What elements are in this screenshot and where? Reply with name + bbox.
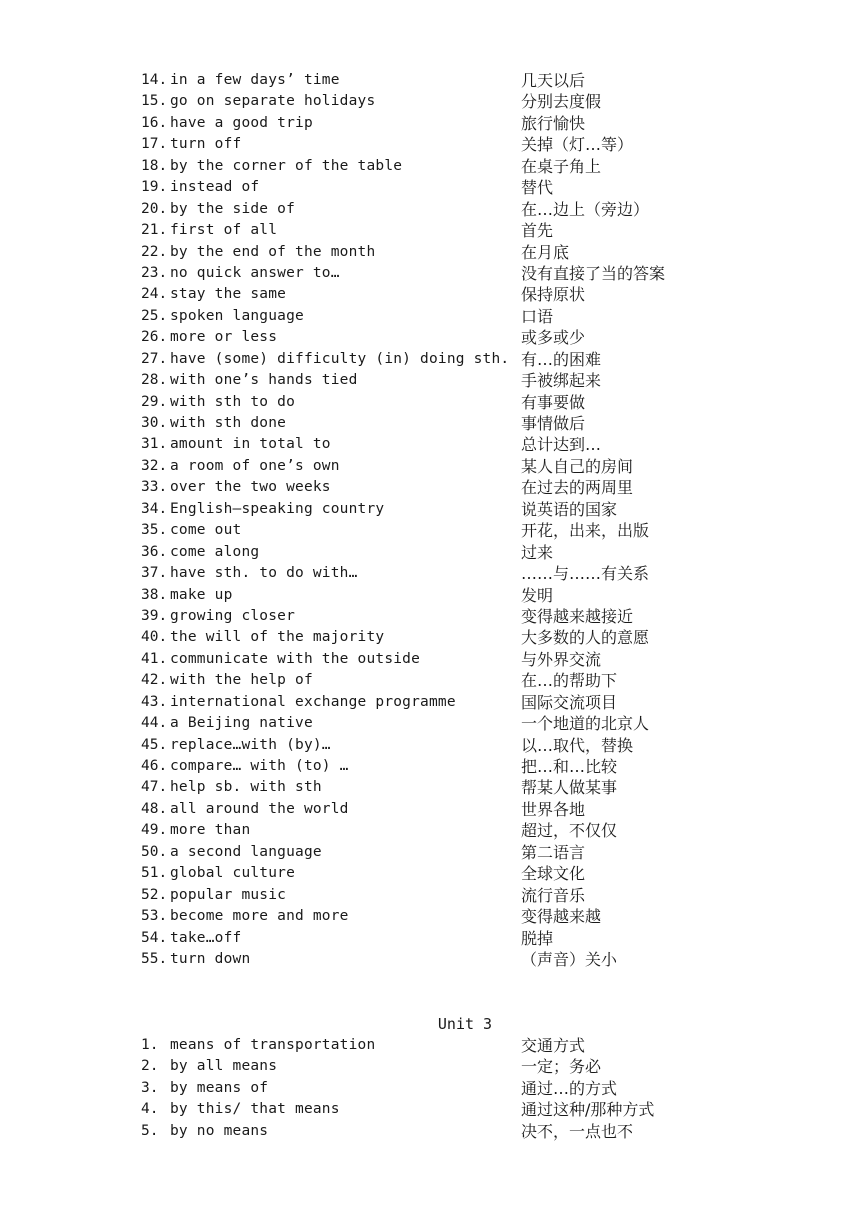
phrase-row: [141, 542, 781, 563]
chinese-meaning: 在桌子角上: [521, 156, 602, 176]
phrase-number: 46.: [141, 758, 168, 774]
english-phrase: turn off: [170, 136, 242, 153]
chinese-meaning: 决不，一点也不: [521, 1121, 634, 1141]
english-phrase: instead of: [170, 179, 260, 196]
phrase-row: [141, 1099, 781, 1120]
phrase-row: [141, 91, 781, 112]
phrase-row: [141, 477, 781, 498]
phrase-row: [141, 456, 781, 477]
phrase-row: [141, 906, 781, 927]
phrase-row: [141, 713, 781, 734]
phrase-list-unit-3: [141, 1035, 781, 1142]
phrase-number: 53.: [141, 908, 168, 925]
phrase-row: [141, 842, 781, 863]
phrase-row: [141, 649, 781, 670]
phrase-number: 5.: [141, 1122, 159, 1139]
chinese-meaning: 发明: [521, 585, 554, 605]
english-phrase: global culture: [170, 865, 296, 882]
chinese-meaning: 有事要做: [521, 392, 586, 412]
english-phrase: have (some) difficulty (in) doing sth.: [170, 350, 510, 367]
phrase-row: [141, 284, 781, 305]
english-phrase: have sth. to do with…: [170, 565, 358, 582]
chinese-meaning: 关掉（灯…等）: [521, 135, 634, 155]
english-phrase: by this/ that means: [170, 1101, 340, 1118]
phrase-number: 3.: [141, 1079, 159, 1096]
chinese-meaning: 事情做后: [521, 414, 586, 433]
phrase-row: [141, 520, 781, 541]
phrase-row: [141, 434, 781, 455]
chinese-meaning: 变得越来越接近: [521, 606, 634, 626]
chinese-meaning: 旅行愉快: [521, 113, 586, 133]
chinese-meaning: 总计达到…: [521, 435, 602, 455]
chinese-meaning: 首先: [521, 221, 554, 241]
english-phrase: by all means: [170, 1058, 278, 1075]
phrase-row: [141, 177, 781, 198]
phrase-row: [141, 735, 781, 756]
phrase-number: 30.: [141, 415, 168, 431]
chinese-meaning: 交通方式: [521, 1036, 586, 1055]
english-phrase: come along: [170, 543, 260, 560]
phrase-number: 32.: [141, 457, 168, 474]
phrase-number: 44.: [141, 715, 168, 732]
phrase-row: [141, 885, 781, 906]
english-phrase: spoken language: [170, 307, 304, 324]
chinese-meaning: 以…取代，替换: [521, 735, 634, 755]
phrase-number: 41.: [141, 650, 168, 667]
chinese-meaning: 通过…的方式: [521, 1078, 618, 1098]
english-phrase: go on separate holidays: [170, 93, 376, 110]
english-phrase: a second language: [170, 843, 322, 860]
chinese-meaning: 第二语言: [521, 842, 586, 862]
english-phrase: more or less: [170, 329, 278, 346]
phrase-row: [141, 777, 781, 798]
english-phrase: over the two weeks: [170, 479, 331, 496]
phrase-number: 38.: [141, 586, 168, 603]
english-phrase: come out: [170, 522, 242, 539]
phrase-row: [141, 692, 781, 713]
phrase-number: 15.: [141, 93, 168, 110]
chinese-meaning: ……与……有关系: [521, 564, 650, 584]
english-phrase: replace…with (by)…: [170, 736, 331, 753]
phrase-number: 35.: [141, 522, 168, 539]
phrase-number: 40.: [141, 629, 168, 646]
english-phrase: means of transportation: [170, 1037, 376, 1053]
phrase-number: 43.: [141, 693, 168, 710]
english-phrase: make up: [170, 586, 233, 603]
phrase-number: 25.: [141, 307, 168, 324]
phrase-row: [141, 1121, 781, 1142]
phrase-row: [141, 220, 781, 241]
chinese-meaning: 某人自己的房间: [521, 456, 634, 476]
chinese-meaning: 替代: [521, 178, 554, 198]
chinese-meaning: 国际交流项目: [521, 692, 618, 712]
chinese-meaning: 脱掉: [521, 928, 554, 948]
phrase-row: [141, 70, 781, 91]
english-phrase: more than: [170, 822, 251, 839]
phrase-number: 26.: [141, 329, 168, 346]
phrase-row: [141, 799, 781, 820]
chinese-meaning: 世界各地: [521, 799, 586, 819]
chinese-meaning: 一定；务必: [521, 1057, 602, 1077]
phrase-row: [141, 606, 781, 627]
chinese-meaning: 在月底: [521, 242, 570, 262]
phrase-number: 50.: [141, 843, 168, 860]
english-phrase: by no means: [170, 1122, 269, 1139]
phrase-number: 1.: [141, 1037, 159, 1053]
english-phrase: international exchange programme: [170, 693, 456, 710]
unit-heading: Unit 3: [437, 1015, 493, 1033]
phrase-row: [141, 863, 781, 884]
english-phrase: no quick answer to…: [170, 264, 340, 281]
phrase-number: 28.: [141, 372, 168, 389]
english-phrase: by the end of the month: [170, 243, 376, 260]
chinese-meaning: 没有直接了当的答案: [521, 263, 666, 283]
phrase-number: 23.: [141, 264, 168, 281]
phrase-row: [141, 670, 781, 691]
chinese-meaning: 分别去度假: [521, 92, 602, 112]
phrase-number: 33.: [141, 479, 168, 496]
chinese-meaning: 把…和…比较: [521, 757, 618, 776]
phrase-number: 55.: [141, 950, 168, 967]
english-phrase: a room of one’s own: [170, 457, 340, 474]
phrase-number: 45.: [141, 736, 168, 753]
phrase-number: 19.: [141, 179, 168, 196]
chinese-meaning: 大多数的人的意愿: [521, 628, 650, 648]
chinese-meaning: 超过，不仅仅: [521, 821, 618, 841]
chinese-meaning: 全球文化: [521, 864, 586, 884]
phrase-number: 47.: [141, 779, 168, 796]
phrase-row: [141, 499, 781, 520]
phrase-row: [141, 928, 781, 949]
chinese-meaning: 帮某人做某事: [521, 778, 618, 798]
english-phrase: first of all: [170, 222, 278, 239]
english-phrase: become more and more: [170, 908, 349, 925]
phrase-row: [141, 1035, 781, 1056]
phrase-number: 31.: [141, 436, 168, 453]
chinese-meaning: 几天以后: [521, 71, 586, 90]
english-phrase: growing closer: [170, 607, 296, 624]
phrase-row: [141, 1056, 781, 1077]
phrase-number: 34.: [141, 500, 168, 517]
phrase-row: [141, 156, 781, 177]
phrase-row: [141, 820, 781, 841]
phrase-number: 54.: [141, 929, 168, 946]
english-phrase: stay the same: [170, 286, 287, 303]
phrase-number: 18.: [141, 157, 168, 174]
phrase-row: [141, 113, 781, 134]
chinese-meaning: 一个地道的北京人: [521, 714, 650, 734]
chinese-meaning: 保持原状: [521, 285, 586, 305]
chinese-meaning: 通过这种/那种方式: [521, 1100, 655, 1120]
english-phrase: a Beijing native: [170, 715, 313, 732]
chinese-meaning: 在过去的两周里: [521, 478, 634, 498]
phrase-number: 4.: [141, 1101, 159, 1118]
phrase-row: [141, 1078, 781, 1099]
phrase-number: 37.: [141, 565, 168, 582]
phrase-row: [141, 134, 781, 155]
phrase-number: 16.: [141, 114, 168, 131]
phrase-number: 22.: [141, 243, 168, 260]
phrase-row: [141, 756, 781, 777]
english-phrase: help sb. with sth: [170, 779, 322, 796]
phrase-number: 36.: [141, 543, 168, 560]
phrase-number: 52.: [141, 886, 168, 903]
phrase-number: 51.: [141, 865, 168, 882]
english-phrase: by the corner of the table: [170, 157, 403, 174]
english-phrase: by the side of: [170, 200, 296, 217]
chinese-meaning: 说英语的国家: [521, 499, 618, 519]
chinese-meaning: 变得越来越: [521, 907, 602, 927]
english-phrase: amount in total to: [170, 436, 331, 453]
phrase-row: [141, 306, 781, 327]
chinese-meaning: 手被绑起来: [521, 371, 602, 391]
english-phrase: all around the world: [170, 800, 349, 817]
phrase-row: [141, 370, 781, 391]
english-phrase: with one’s hands tied: [170, 372, 358, 389]
chinese-meaning: 流行音乐: [521, 885, 586, 905]
chinese-meaning: 开花，出来，出版: [521, 521, 650, 541]
phrase-number: 20.: [141, 200, 168, 217]
phrase-row: [141, 563, 781, 584]
phrase-row: [141, 242, 781, 263]
phrase-row: [141, 392, 781, 413]
phrase-number: 14.: [141, 72, 168, 88]
phrase-number: 48.: [141, 800, 168, 817]
phrase-number: 42.: [141, 672, 168, 689]
chinese-meaning: 在…的帮助下: [521, 671, 618, 691]
chinese-meaning: 有…的困难: [521, 349, 602, 369]
english-phrase: the will of the majority: [170, 629, 385, 646]
english-phrase: in a few days’ time: [170, 72, 340, 88]
english-phrase: with sth to do: [170, 393, 296, 410]
english-phrase: by means of: [170, 1079, 269, 1096]
phrase-number: 27.: [141, 350, 168, 367]
phrase-number: 24.: [141, 286, 168, 303]
english-phrase: turn down: [170, 950, 251, 967]
phrase-row: [141, 199, 781, 220]
chinese-meaning: 与外界交流: [521, 649, 602, 669]
phrase-row: [141, 585, 781, 606]
chinese-meaning: 过来: [521, 542, 554, 562]
phrase-number: 49.: [141, 822, 168, 839]
phrase-number: 29.: [141, 393, 168, 410]
english-phrase: with sth done: [170, 415, 287, 431]
phrase-row: [141, 349, 781, 370]
phrase-number: 21.: [141, 222, 168, 239]
chinese-meaning: 在…边上（旁边）: [521, 199, 650, 219]
english-phrase: take…off: [170, 929, 242, 946]
phrase-row: [141, 327, 781, 348]
phrase-row: [141, 413, 781, 434]
phrase-row: [141, 263, 781, 284]
phrase-number: 2.: [141, 1058, 159, 1075]
phrase-row: [141, 627, 781, 648]
english-phrase: have a good trip: [170, 114, 313, 131]
chinese-meaning: （声音）关小: [521, 949, 618, 969]
english-phrase: compare… with (to) …: [170, 758, 349, 774]
phrase-number: 39.: [141, 607, 168, 624]
chinese-meaning: 或多或少: [521, 328, 586, 348]
chinese-meaning: 口语: [521, 306, 554, 326]
english-phrase: popular music: [170, 886, 287, 903]
english-phrase: communicate with the outside: [170, 650, 421, 667]
english-phrase: with the help of: [170, 672, 313, 689]
english-phrase: English—speaking country: [170, 500, 385, 517]
phrase-number: 17.: [141, 136, 168, 153]
phrase-list-unit-2: [141, 70, 781, 970]
phrase-row: [141, 949, 781, 970]
